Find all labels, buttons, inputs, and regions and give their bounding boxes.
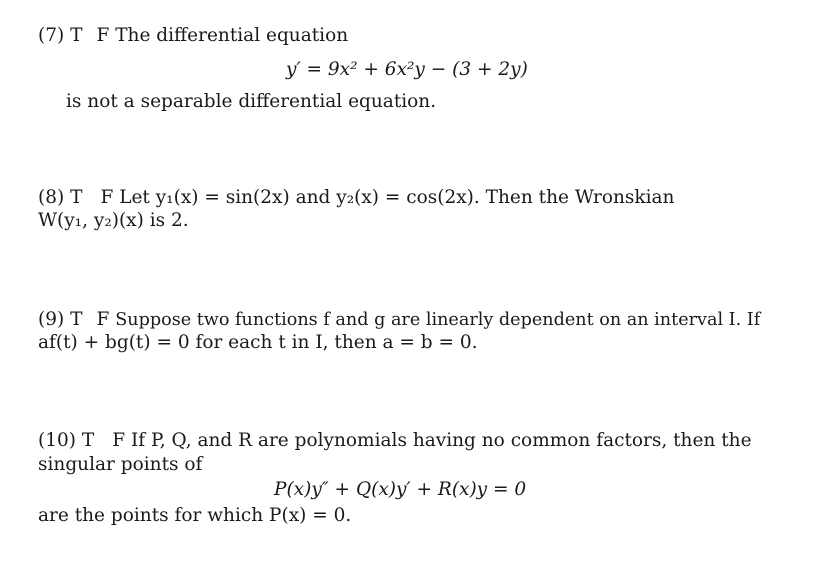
problem-7-true-label: T — [70, 25, 83, 46]
problem-7-conclusion: is not a separable differential equation. — [66, 91, 437, 112]
problem-10-header — [38, 430, 752, 452]
problem-9-header — [38, 309, 760, 331]
problem-9-number: (9) — [38, 309, 65, 330]
problem-8-line2: W(y₁, y₂)(x) is 2. — [38, 210, 189, 231]
problem-7-equation: y′ = 9x² + 6x²y − (3 + 2y) — [286, 59, 528, 80]
problem-10-number: (10) — [38, 430, 76, 451]
problem-9-false-label: F — [96, 309, 110, 330]
problem-9-text: Suppose two functions f and g are linearly dependent on an interval I. If — [115, 310, 761, 330]
problem-7-false-label: F — [96, 25, 110, 46]
problem-7-header — [38, 25, 348, 47]
problem-10-text: If P, Q, and R are polynomials having no common factors, then the — [130, 430, 752, 451]
problem-9-true-label: T — [70, 309, 83, 330]
problem-10-false-label: F — [112, 430, 126, 451]
problem-10-conclusion: are the points for which P(x) = 0. — [38, 505, 352, 526]
problem-9-line2: af(t) + bg(t) = 0 for each t in I, then a = b = 0. — [38, 332, 478, 353]
problem-7-number: (7) — [38, 25, 65, 46]
problem-8-header — [38, 187, 674, 209]
problem-7-text: The differential equation — [115, 25, 349, 46]
problem-10-true-label: T — [81, 430, 95, 451]
problem-8-false-label: F — [100, 187, 114, 208]
problem-10-line2: singular points of — [38, 454, 203, 475]
problem-8-true-label: T — [70, 187, 83, 208]
problem-10-equation: P(x)y″ + Q(x)y′ + R(x)y = 0 — [274, 479, 527, 500]
problem-8-number: (8) — [38, 187, 65, 208]
problem-8-text: Let y₁(x) = sin(2x) and y₂(x) = cos(2x). Then the Wronskian — [119, 187, 675, 208]
